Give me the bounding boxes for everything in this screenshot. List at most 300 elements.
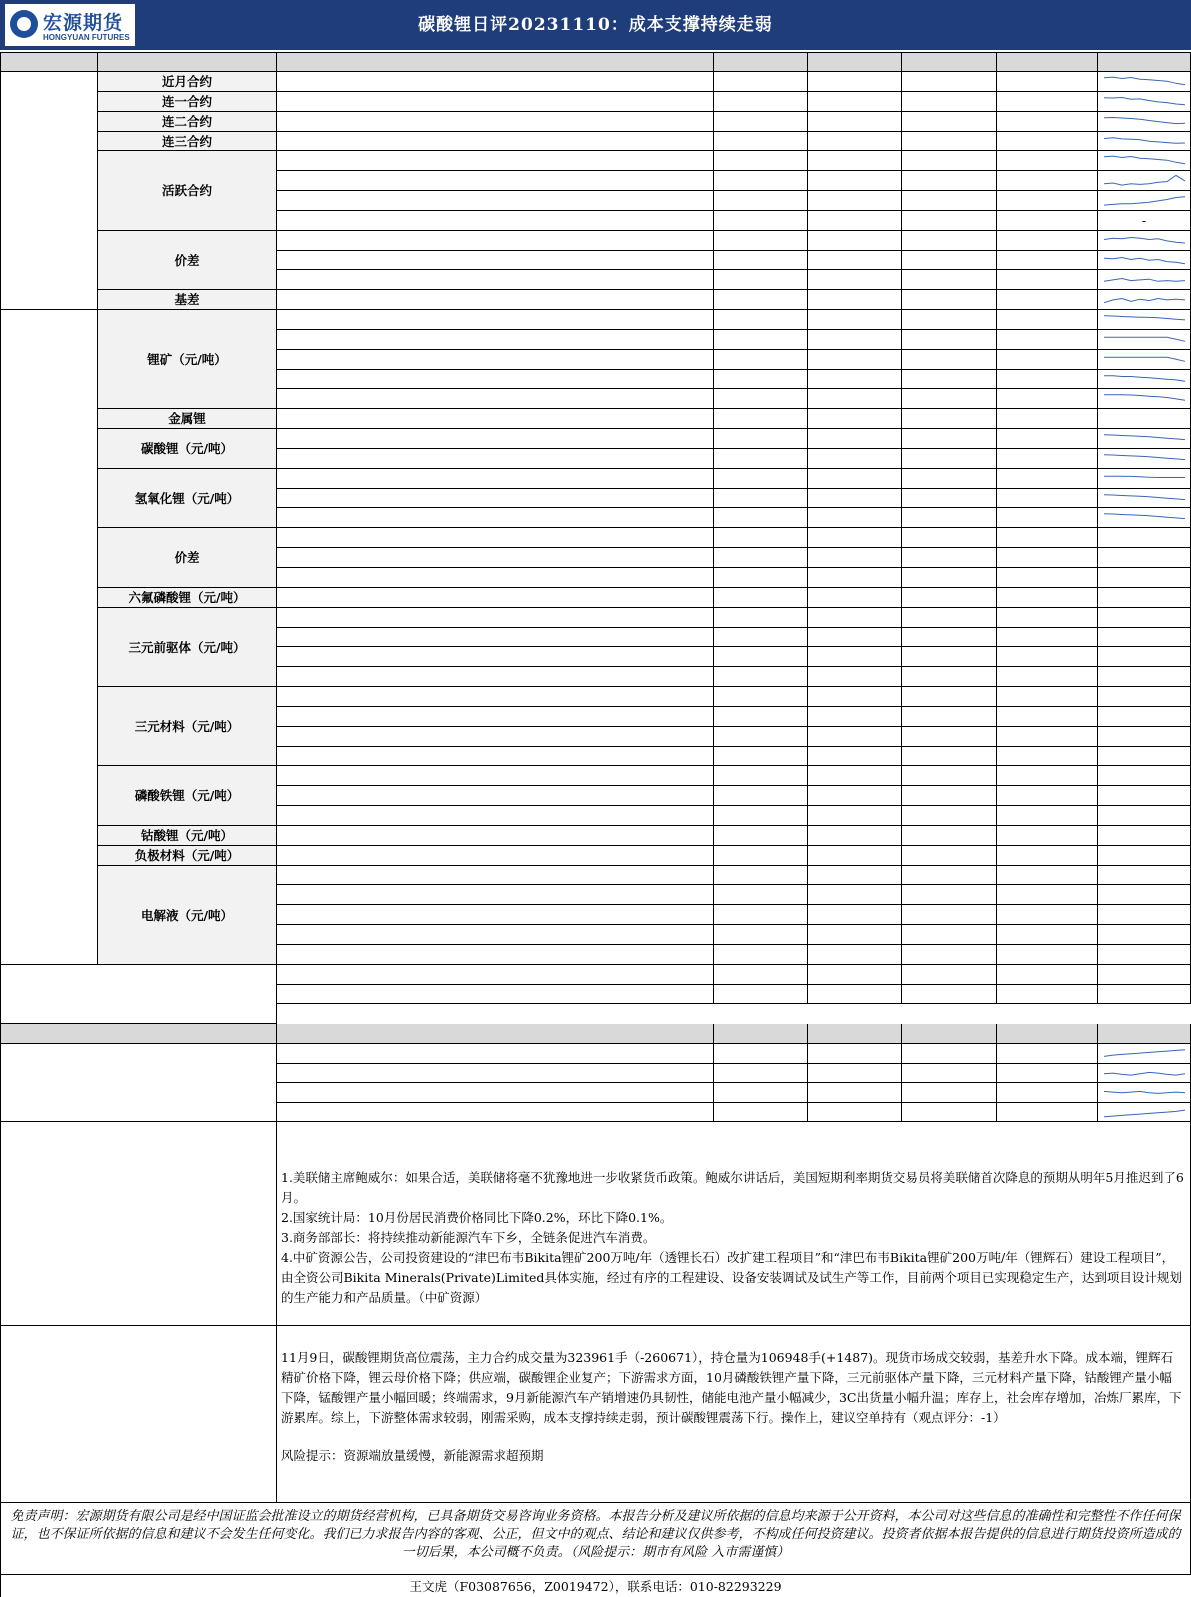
value-d3 (902, 707, 997, 727)
subgroup-label: 锂矿（元/吨） (98, 310, 277, 409)
row-item-label (277, 786, 714, 806)
value-d2 (808, 905, 902, 925)
row-item-label (277, 588, 714, 608)
value-d3 (902, 588, 997, 608)
value-d2 (808, 985, 902, 1005)
value-d3 (902, 429, 997, 449)
daily-change (997, 687, 1098, 707)
row-item-label (277, 568, 714, 588)
row-item-label (277, 310, 714, 330)
trend-cell (1098, 846, 1191, 866)
value-d1 (714, 231, 808, 251)
sparkline-trend (1104, 435, 1185, 440)
sparkline-chart (1098, 449, 1191, 469)
sparkline-chart (1098, 1103, 1191, 1123)
row-item-label (277, 846, 714, 866)
sparkline-trend (1104, 395, 1185, 401)
subgroup-label: 近月合约 (98, 72, 277, 92)
news-item: 2.国家统计局：10月份居民消费价格同比下降0.2%，环比下降0.1%。 (281, 1210, 673, 1226)
value-d3 (902, 985, 997, 1005)
row-item-label (277, 290, 714, 310)
row-item-label (277, 667, 714, 687)
daily-change (997, 786, 1098, 806)
row-item-label (277, 489, 714, 509)
news-item: 4.中矿资源公告，公司投资建设的“津巴布韦Bikita锂矿200万吨/年（透锂长石）改扩建工程项目”和“津巴布韦Bikita锂矿200万吨/年（锂辉石）建设工程项目”，由全资公司Bikita Minerals(Private)Limited具体实施，经过有序的工程建设、设备安装调试及试生产等工作，目前两个项目已实现稳定生产，达到项目设计规划的生产能力和产品质量。（中矿资源） (281, 1250, 1182, 1306)
trend-cell (1098, 489, 1191, 509)
daily-change (997, 72, 1098, 92)
value-d2 (808, 528, 902, 548)
value-d1 (714, 687, 808, 707)
row-item-label (277, 112, 714, 132)
daily-change (997, 191, 1098, 211)
header-blank (0, 52, 98, 72)
trend-cell (1098, 866, 1191, 886)
value-d2 (808, 687, 902, 707)
value-d3 (902, 786, 997, 806)
daily-change (997, 409, 1098, 429)
value-d1 (714, 112, 808, 132)
value-d2 (808, 251, 902, 271)
value-d2 (808, 508, 902, 528)
value-d3 (902, 806, 997, 826)
trend-cell (1098, 707, 1191, 727)
row-item-label (277, 429, 714, 449)
row-item-label (277, 766, 714, 786)
weekly-change (997, 1044, 1098, 1064)
value-d3 (902, 251, 997, 271)
trend-cell (1098, 330, 1191, 350)
sparkline-trend (1104, 237, 1185, 243)
row-item-label (277, 747, 714, 767)
row-item-label (277, 608, 714, 628)
value-d2 (808, 270, 902, 290)
value-d1 (714, 925, 808, 945)
sparkline-chart (1098, 72, 1191, 92)
row-item-label (277, 826, 714, 846)
row-item-label (277, 965, 714, 985)
header-date-3 (902, 52, 997, 72)
value-d3 (902, 330, 997, 350)
value-d1 (714, 151, 808, 171)
sparkline-trend (1104, 494, 1185, 499)
sparkline-trend (1104, 514, 1185, 519)
daily-change (997, 826, 1098, 846)
value-d1 (714, 885, 808, 905)
value-d3 (902, 310, 997, 330)
value-d2 (808, 647, 902, 667)
trend-cell (1098, 608, 1191, 628)
value-d2 (808, 608, 902, 628)
row-item-label (277, 548, 714, 568)
value-d3 (902, 846, 997, 866)
inv-header-date-2 (808, 1024, 902, 1044)
value-d2 (808, 667, 902, 687)
table-top-border (0, 52, 1191, 53)
analyst-contact: 王文虎（F03087656，Z0019472），联系电话：010-82293229 (409, 1579, 782, 1594)
daily-change (997, 985, 1098, 1005)
daily-change (997, 290, 1098, 310)
header-blank (98, 52, 277, 72)
inv-header-change (997, 1024, 1098, 1044)
row-item-label (277, 151, 714, 171)
sparkline-chart (1098, 508, 1191, 528)
inv-header-trend (1098, 1024, 1191, 1044)
inv-header-blank (0, 1024, 277, 1044)
value-d2 (808, 846, 902, 866)
daily-change (997, 489, 1098, 509)
trend-cell (1098, 885, 1191, 905)
risk-warning: 风险提示：资源端放量缓慢，新能源需求超预期 (281, 1448, 544, 1463)
value-d3 (902, 231, 997, 251)
daily-change (997, 707, 1098, 727)
value-d1 (714, 846, 808, 866)
subgroup-label: 连一合约 (98, 92, 277, 112)
sparkline-chart (1098, 1064, 1191, 1084)
sparkline-chart (1098, 191, 1191, 211)
sparkline-trend (1104, 117, 1185, 123)
row-item-label (277, 469, 714, 489)
news-content (277, 1122, 1191, 1326)
value-d3 (902, 151, 997, 171)
sparkline-chart (1098, 370, 1191, 390)
header-date-2 (808, 52, 902, 72)
value-d2 (808, 310, 902, 330)
value-d2 (808, 786, 902, 806)
daily-change (997, 151, 1098, 171)
row-item-label (277, 945, 714, 965)
subgroup-label: 电解液（元/吨） (98, 866, 277, 965)
subgroup-label: 钴酸锂（元/吨） (98, 826, 277, 846)
value-d2 (808, 826, 902, 846)
value-d2 (808, 409, 902, 429)
value-d3 (902, 866, 997, 886)
disclaimer: 免责声明：宏源期货有限公司是经中国证监会批准设立的期货经营机构，已具备期货交易咨询业务资格。本报告分析及建议所依据的信息均来源于公开资料，本公司对这些信息的准确性和完整性不作任何保证，也不保证所依据的信息和建议不会发生任何变化。我们已力求报告内容的客观、公正，但文中的观点、结论和建议仅供参考，不构成任何投资建议。投资者依据本报告提供的信息进行期货投资所造成的一切后果，本公司概不负责。（风险提示：期市有风险 入市需谨慎） (0, 1503, 1191, 1575)
daily-change (997, 171, 1098, 191)
value-d1 (714, 72, 808, 92)
value-d1 (714, 588, 808, 608)
daily-change (997, 251, 1098, 271)
value-d1 (714, 806, 808, 826)
sparkline-chart (1098, 112, 1191, 132)
trend-cell (1098, 132, 1191, 152)
inv-value-d2 (808, 1083, 902, 1103)
daily-change (997, 330, 1098, 350)
row-item-label (277, 806, 714, 826)
value-d2 (808, 945, 902, 965)
sparkline-chart (1098, 389, 1191, 409)
row-item-label (277, 409, 714, 429)
inv-value-d3 (902, 1064, 997, 1084)
value-d3 (902, 409, 997, 429)
value-d3 (902, 885, 997, 905)
daily-change (997, 112, 1098, 132)
row-item-label (277, 191, 714, 211)
inv-header-trade-date (277, 1024, 714, 1044)
header-date-1 (714, 52, 808, 72)
subgroup-label: 负极材料（元/吨） (98, 846, 277, 866)
daily-change (997, 647, 1098, 667)
inv-item-label (277, 1044, 714, 1064)
value-d1 (714, 528, 808, 548)
sparkline-trend (1104, 176, 1185, 186)
daily-change (997, 925, 1098, 945)
sparkline-trend (1104, 1072, 1185, 1075)
sparkline-chart (1098, 330, 1191, 350)
value-d1 (714, 548, 808, 568)
value-d1 (714, 489, 808, 509)
row-item-label (277, 330, 714, 350)
row-item-label (277, 72, 714, 92)
sparkline-trend (1104, 299, 1185, 303)
subgroup-label: 活跃合约 (98, 151, 277, 230)
row-item-label (277, 647, 714, 667)
daily-change (997, 528, 1098, 548)
value-d1 (714, 211, 808, 231)
row-item-label (277, 389, 714, 409)
value-d1 (714, 409, 808, 429)
value-d1 (714, 370, 808, 390)
value-d3 (902, 568, 997, 588)
trend-cell (1098, 826, 1191, 846)
value-d2 (808, 132, 902, 152)
row-item-label (277, 251, 714, 271)
value-d1 (714, 290, 808, 310)
daily-change (997, 231, 1098, 251)
value-d2 (808, 727, 902, 747)
value-d3 (902, 548, 997, 568)
value-d1 (714, 310, 808, 330)
row-item-label (277, 350, 714, 370)
value-d3 (902, 72, 997, 92)
value-d1 (714, 92, 808, 112)
inv-value-d2 (808, 1064, 902, 1084)
sparkline-chart (1098, 429, 1191, 449)
value-d1 (714, 965, 808, 985)
subgroup-label: 碳酸锂（元/吨） (98, 429, 277, 469)
trend-cell (1098, 350, 1191, 370)
daily-change (997, 905, 1098, 925)
trend-cell (1098, 528, 1191, 548)
value-d1 (714, 568, 808, 588)
daily-change (997, 449, 1098, 469)
row-item-label (277, 905, 714, 925)
subgroup-label: 磷酸铁锂（元/吨） (98, 766, 277, 826)
value-d2 (808, 885, 902, 905)
value-d2 (808, 866, 902, 886)
sparkline-chart (1098, 469, 1191, 489)
row-item-label (277, 231, 714, 251)
sparkline-trend (1104, 257, 1185, 263)
daily-change (997, 806, 1098, 826)
inv-header-date-1 (714, 1024, 808, 1044)
value-d2 (808, 628, 902, 648)
trend-cell (1098, 985, 1191, 1005)
trend-cell (1098, 191, 1191, 211)
trend-cell (1098, 727, 1191, 747)
row-item-label (277, 985, 714, 1005)
daily-change (997, 211, 1098, 231)
trend-cell (1098, 251, 1191, 271)
trend-cell (1098, 389, 1191, 409)
sparkline-chart (1098, 132, 1191, 152)
value-d1 (714, 747, 808, 767)
trend-cell (1098, 112, 1191, 132)
row-item-label (277, 528, 714, 548)
value-d2 (808, 350, 902, 370)
inv-header-date-3 (902, 1024, 997, 1044)
sparkline-trend (1104, 316, 1185, 320)
value-d1 (714, 608, 808, 628)
value-d3 (902, 687, 997, 707)
value-d3 (902, 905, 997, 925)
value-d2 (808, 171, 902, 191)
subgroup-label: 六氟磷酸锂（元/吨） (98, 588, 277, 608)
trend-cell (1098, 647, 1191, 667)
news-item: 3.商务部部长：将持续推动新能源汽车下乡，全链条促进汽车消费。 (281, 1230, 656, 1246)
subgroup-label: 氢氧化锂（元/吨） (98, 469, 277, 529)
value-d1 (714, 905, 808, 925)
trend-cell (1098, 370, 1191, 390)
value-d2 (808, 489, 902, 509)
value-d3 (902, 370, 997, 390)
trend-cell (1098, 92, 1191, 112)
value-d1 (714, 707, 808, 727)
inv-value-d1 (714, 1064, 808, 1084)
trend-cell (1098, 588, 1191, 608)
subgroup-label: 基差 (98, 290, 277, 310)
value-d1 (714, 330, 808, 350)
value-d2 (808, 389, 902, 409)
sparkline-chart (1098, 231, 1191, 251)
value-d3 (902, 766, 997, 786)
value-d3 (902, 667, 997, 687)
trend-cell (1098, 945, 1191, 965)
sparkline-trend (1104, 77, 1185, 85)
group-inventory (0, 1044, 277, 1122)
daily-change (997, 389, 1098, 409)
value-d1 (714, 945, 808, 965)
inv-trend-cell (1098, 1083, 1191, 1103)
sparkline-trend (1104, 357, 1185, 361)
sparkline-trend (1104, 97, 1185, 104)
trend-cell (1098, 548, 1191, 568)
sparkline-chart (1098, 251, 1191, 271)
daily-change (997, 608, 1098, 628)
row-item-label (277, 687, 714, 707)
inv-value-d1 (714, 1044, 808, 1064)
daily-change (997, 132, 1098, 152)
value-d1 (714, 766, 808, 786)
daily-change (997, 508, 1098, 528)
trend-cell (1098, 628, 1191, 648)
value-d3 (902, 171, 997, 191)
daily-change (997, 628, 1098, 648)
sparkline-trend (1104, 455, 1185, 460)
sparkline-trend (1104, 156, 1185, 164)
news-item: 1.美联储主席鲍威尔：如果合适，美联储将毫不犹豫地进一步收紧货币政策。鲍威尔讲话后，美国短期利率期货交易员将美联储首次降息的预期从明年5月推迟到了6月。 (281, 1170, 1184, 1206)
inv-value-d1 (714, 1103, 808, 1123)
value-d1 (714, 251, 808, 271)
header-change (997, 52, 1098, 72)
subgroup-label: 连三合约 (98, 132, 277, 152)
trend-cell (1098, 231, 1191, 251)
inv-value-d3 (902, 1044, 997, 1064)
value-d3 (902, 112, 997, 132)
value-d2 (808, 806, 902, 826)
value-d1 (714, 469, 808, 489)
value-d2 (808, 231, 902, 251)
trend-cell (1098, 687, 1191, 707)
sparkline-chart (1098, 1083, 1191, 1103)
daily-change (997, 350, 1098, 370)
row-item-label (277, 449, 714, 469)
value-d3 (902, 608, 997, 628)
strategy-label (0, 1326, 277, 1503)
value-d2 (808, 469, 902, 489)
daily-change (997, 667, 1098, 687)
value-d1 (714, 508, 808, 528)
subgroup-label: 连二合约 (98, 112, 277, 132)
value-d2 (808, 330, 902, 350)
trend-cell (1098, 72, 1191, 92)
trend-cell (1098, 905, 1191, 925)
value-d3 (902, 628, 997, 648)
value-d2 (808, 290, 902, 310)
sparkline-trend (1104, 279, 1185, 282)
table-left-border (0, 52, 1, 1597)
value-d2 (808, 72, 902, 92)
inv-value-d1 (714, 1083, 808, 1103)
inv-item-label (277, 1103, 714, 1123)
trend-cell (1098, 766, 1191, 786)
inv-item-label (277, 1083, 714, 1103)
daily-change (997, 469, 1098, 489)
value-d2 (808, 449, 902, 469)
row-item-label (277, 885, 714, 905)
value-d2 (808, 588, 902, 608)
value-d3 (902, 965, 997, 985)
daily-change (997, 370, 1098, 390)
inv-trend-cell (1098, 1044, 1191, 1064)
header-trade-date (277, 52, 714, 72)
sparkline-trend (1104, 1050, 1185, 1057)
strategy-content (277, 1326, 1191, 1503)
value-d1 (714, 350, 808, 370)
value-d1 (714, 647, 808, 667)
value-d2 (808, 965, 902, 985)
inv-value-d3 (902, 1083, 997, 1103)
trend-cell (1098, 806, 1191, 826)
row-item-label (277, 370, 714, 390)
row-item-label (277, 92, 714, 112)
sparkline-trend (1104, 375, 1185, 381)
daily-change (997, 885, 1098, 905)
value-d1 (714, 132, 808, 152)
value-d3 (902, 389, 997, 409)
row-item-label (277, 727, 714, 747)
group-futures (0, 72, 98, 310)
daily-change (997, 846, 1098, 866)
sparkline-trend (1104, 137, 1185, 143)
row-item-label (277, 508, 714, 528)
trend-cell (1098, 508, 1191, 528)
daily-change (997, 866, 1098, 886)
logo-text-cn: 宏源期货 (43, 12, 124, 34)
trend-cell (1098, 270, 1191, 290)
row-item-label (277, 132, 714, 152)
value-d3 (902, 508, 997, 528)
value-d2 (808, 766, 902, 786)
